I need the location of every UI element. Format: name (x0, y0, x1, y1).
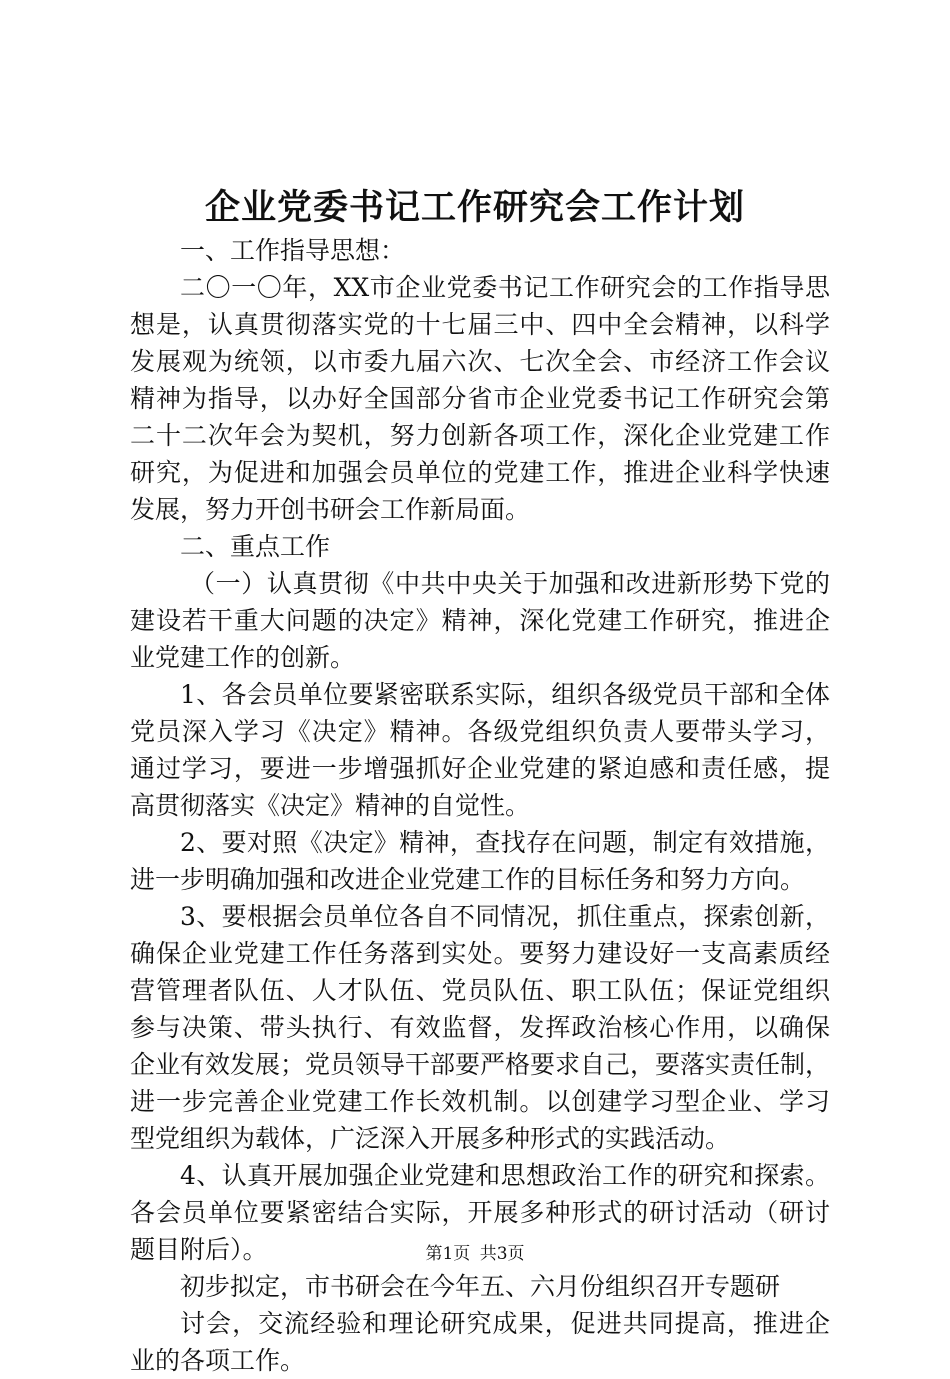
body-line: （一）认真贯彻《中共中央关于加强和改进新形势下党的 (190, 569, 830, 598)
body-line: 1、各会员单位要紧密联系实际，组织各级党员干部和全体 (180, 680, 830, 709)
body-line: 企业有效发展；党员领导干部要严格要求自己，要落实责任制， (130, 1050, 831, 1079)
body-line: 各会员单位要紧密结合实际，开展多种形式的研讨活动（研讨 (130, 1198, 830, 1227)
body-line: 题目附后）。 (130, 1235, 268, 1264)
document-body (130, 232, 830, 1379)
body-line: 确保企业党建工作任务落到实处。要努力建设好一支高素质经 (130, 939, 830, 968)
body-line: 二〇一〇年，XX市企业党委书记工作研究会的工作指导思 (180, 273, 830, 302)
body-line: 发展观为统领，以市委九届六次、七次全会、市经济工作会议 (130, 347, 830, 376)
body-line: 业的各项工作。 (130, 1346, 306, 1375)
body-line: 进一步完善企业党建工作长效机制。以创建学习型企业、学习 (130, 1087, 830, 1116)
body-line: 党员深入学习《决定》精神。各级党组织负责人要带头学习， (130, 717, 830, 746)
page-total: 共3页 (479, 1244, 525, 1264)
body-line: 精神为指导，以办好全国部分省市企业党委书记工作研究会第 (130, 384, 830, 413)
body-line: 3、要根据会员单位各自不同情况，抓住重点，探索创新， (180, 902, 830, 931)
document-title: 企业党委书记工作研究会工作计划 (204, 187, 745, 228)
page-number: 第1页 (425, 1244, 471, 1264)
body-line: 发展，努力开创书研会工作新局面。 (130, 495, 531, 524)
body-line: 初步拟定，市书研会在今年五、六月份组织召开专题研 (180, 1272, 781, 1301)
body-line: 型党组织为载体，广泛深入开展多种形式的实践活动。 (130, 1124, 731, 1153)
body-line: 2、要对照《决定》精神，查找存在问题，制定有效措施， (180, 828, 830, 857)
section-heading: 二、重点工作 (180, 532, 331, 561)
body-line: 业党建工作的创新。 (130, 643, 356, 672)
body-line: 讨会，交流经验和理论研究成果，促进共同提高，推进企 (180, 1309, 830, 1338)
body-line: 4、认真开展加强企业党建和思想政治工作的研究和探索。 (180, 1161, 830, 1190)
body-line: 高贯彻落实《决定》精神的自觉性。 (130, 791, 531, 820)
body-line: 研究，为促进和加强会员单位的党建工作，推进企业科学快速 (130, 458, 830, 487)
section-heading: 一、工作指导思想： (180, 236, 406, 265)
body-line: 营管理者队伍、人才队伍、党员队伍、职工队伍；保证党组织 (130, 976, 830, 1005)
body-line: 参与决策、带头执行、有效监督，发挥政治核心作用，以确保 (130, 1013, 830, 1042)
body-line: 通过学习，要进一步增强抓好企业党建的紧迫感和责任感，提 (130, 754, 830, 783)
page-footer (0, 1242, 950, 1266)
body-line: 建设若干重大问题的决定》精神，深化党建工作研究，推进企 (130, 606, 830, 635)
body-line: 二十二次年会为契机，努力创新各项工作，深化企业党建工作 (130, 421, 830, 450)
body-line: 想是，认真贯彻落实党的十七届三中、四中全会精神，以科学 (130, 310, 830, 339)
body-line: 进一步明确加强和改进企业党建工作的目标任务和努力方向。 (130, 865, 806, 894)
